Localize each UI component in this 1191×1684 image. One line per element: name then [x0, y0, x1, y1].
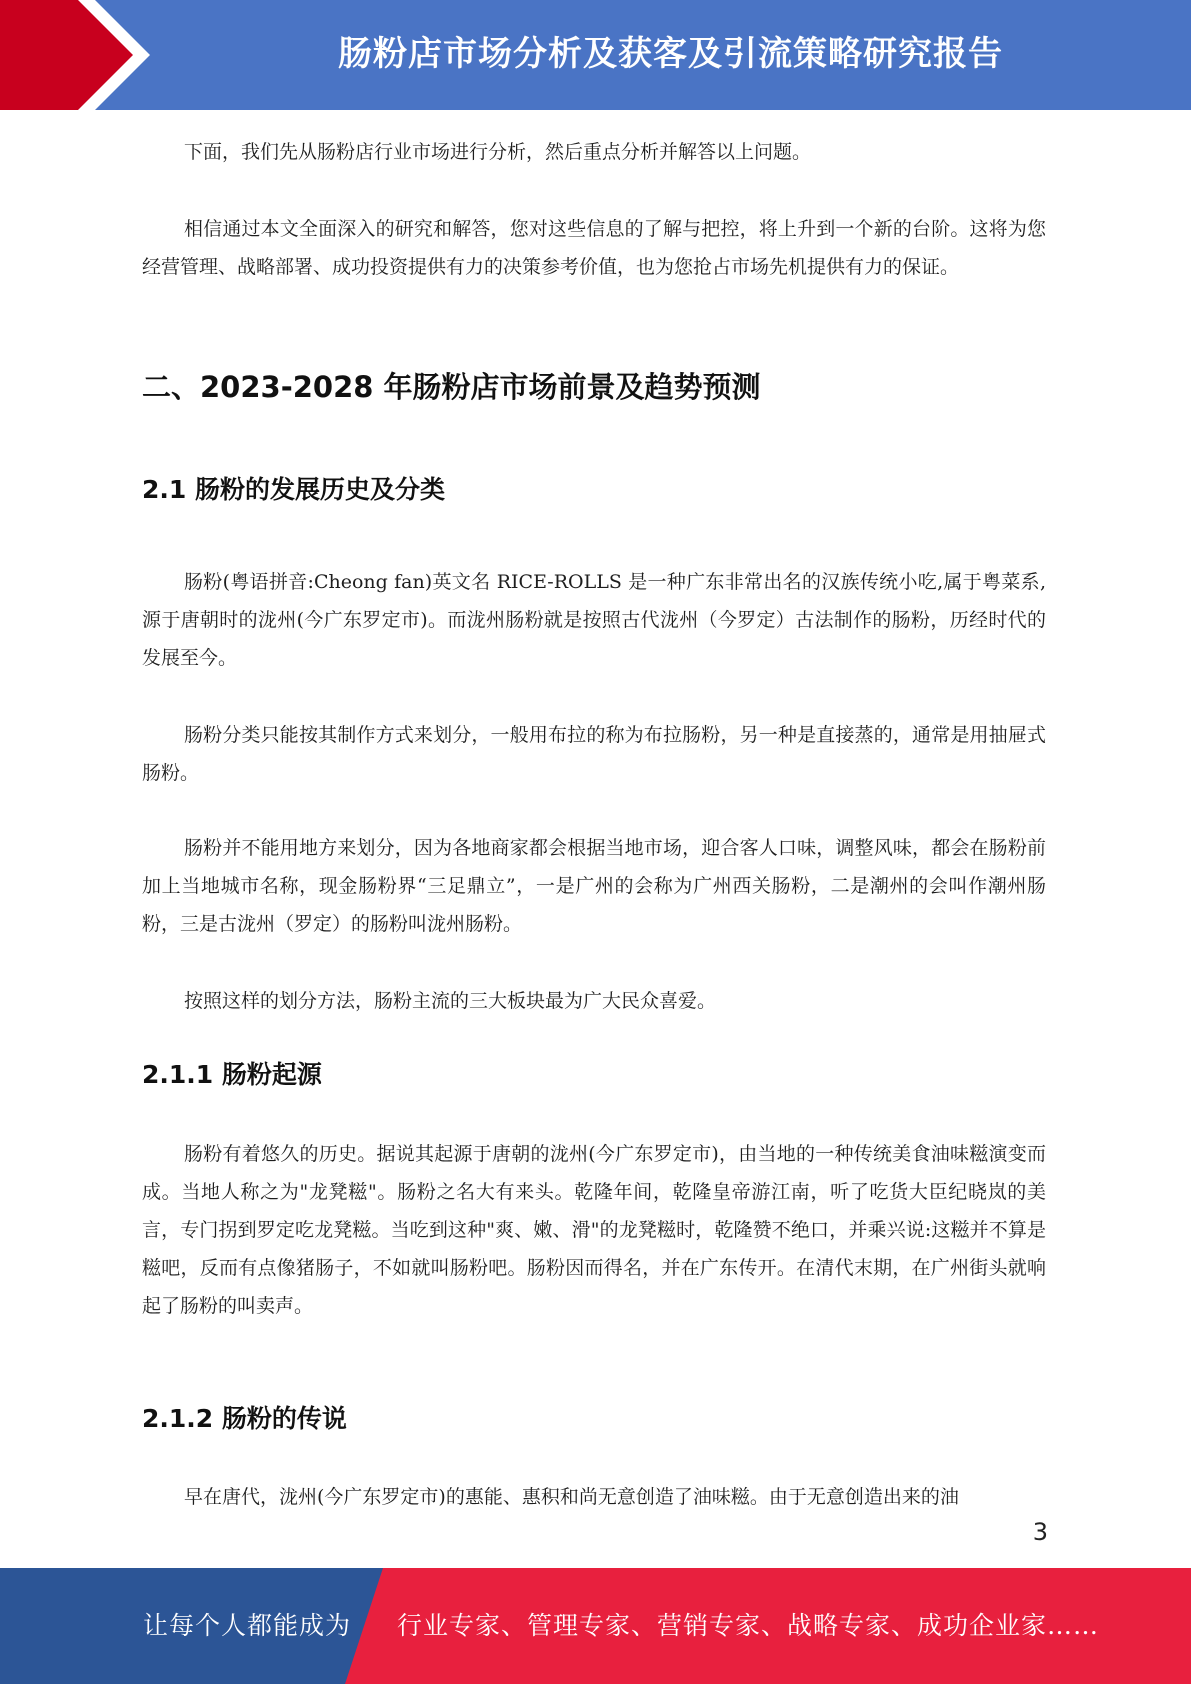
paragraph-2-1-b: 肠粉分类只能按其制作方式来划分，一般用布拉的称为布拉肠粉，另一种是直接蒸的，通常是用抽屉式肠粉。	[142, 724, 1046, 784]
section-2-heading: 二、2023-2028 年肠粉店市场前景及趋势预测	[142, 370, 761, 404]
intro-paragraph-1: 下面，我们先从肠粉店行业市场进行分析，然后重点分析并解答以上问题。	[184, 141, 812, 163]
footer-slogan-right: 行业专家、管理专家、营销专家、战略专家、成功企业家……	[397, 1611, 1100, 1640]
section-2-1-heading: 2.1 肠粉的发展历史及分类	[142, 475, 445, 504]
intro-paragraph-2: 相信通过本文全面深入的研究和解答，您对这些信息的了解与把控，将上升到一个新的台阶。这将为您经营管理、战略部署、成功投资提供有力的决策参考价值，也为您抢占市场先机提供有力的保证。	[142, 218, 1046, 278]
footer-banner	[0, 1568, 1191, 1684]
paragraph-2-1-c: 肠粉并不能用地方来划分，因为各地商家都会根据当地市场，迎合客人口味，调整风味，都会在肠粉前加上当地城市名称，现金肠粉界“三足鼎立”，一是广州的会称为广州西关肠粉，二是潮州的会叫作潮州肠粉，三是古泷州（罗定）的肠粉叫泷州肠粉。	[142, 837, 1046, 935]
page-number: 3	[1032, 1518, 1048, 1546]
paragraph-2-1-d: 按照这样的划分方法，肠粉主流的三大板块最为广大民众喜爱。	[184, 990, 717, 1012]
section-2-1-2-heading: 2.1.2 肠粉的传说	[142, 1404, 347, 1433]
paragraph-2-1-1: 肠粉有着悠久的历史。据说其起源于唐朝的泷州(今广东罗定市)，由当地的一种传统美食油味糍演变而成。当地人称之为"龙凳糍"。肠粉之名大有来头。乾隆年间，乾隆皇帝游江南，听了吃货大臣纪晓岚的美言，专门拐到罗定吃龙凳糍。当吃到这种"爽、嫩、滑"的龙凳糍时，乾隆赞不绝口，并乘兴说:这糍并不算是糍吧，反而有点像猪肠子，不如就叫肠粉吧。肠粉因而得名，并在广东传开。在清代末期，在广州街头就响起了肠粉的叫卖声。	[142, 1143, 1046, 1317]
section-2-1-1-heading: 2.1.1 肠粉起源	[142, 1060, 322, 1089]
paragraph-2-1-2: 早在唐代，泷州(今广东罗定市)的惠能、惠积和尚无意创造了油味糍。由于无意创造出来的油	[184, 1486, 959, 1508]
footer-slogan-left: 让每个人都能成为	[143, 1611, 352, 1640]
report-title: 肠粉店市场分析及获客及引流策略研究报告	[338, 34, 1003, 74]
paragraph-2-1-a: 肠粉(粤语拼音:Cheong fan)英文名 RICE-ROLLS 是一种广东非常出名的汉族传统小吃,属于粤菜系,源于唐朝时的泷州(今广东罗定市)。而泷州肠粉就是按照古代泷州（今罗定）古法制作的肠粉，历经时代的发展至今。	[142, 571, 1046, 669]
header-arrow-decoration	[0, 0, 150, 110]
header-banner	[0, 0, 1191, 110]
